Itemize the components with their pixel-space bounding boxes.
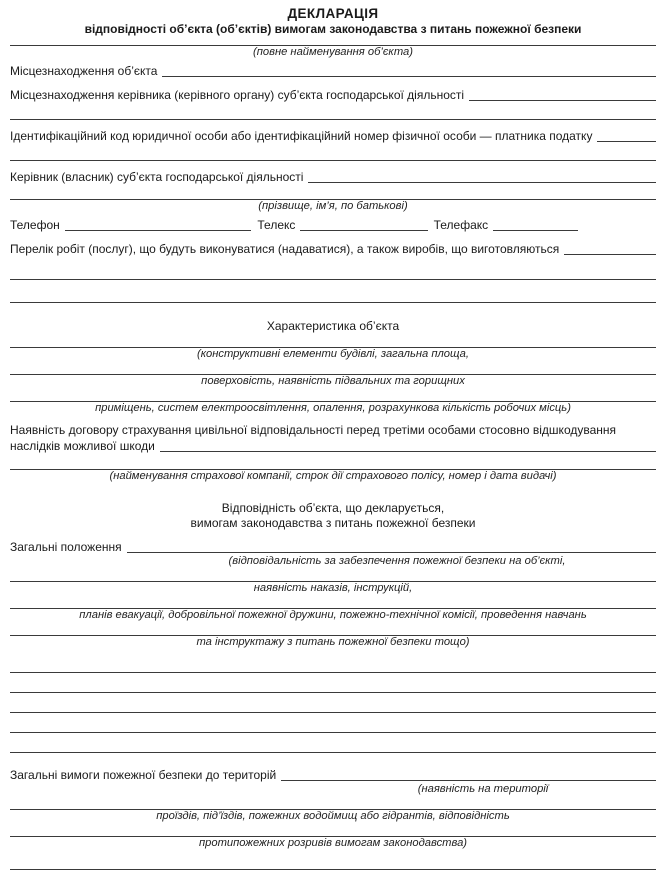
- caption-characteristics-1: (конструктивні елементи будівлі, загальна площа,: [196, 348, 470, 360]
- blank-line: [10, 856, 656, 870]
- caption-territory-3: протипожежних розривів вимогам законодавства): [198, 837, 468, 849]
- blank-line: [10, 454, 656, 470]
- blank-underline: [281, 767, 656, 781]
- blank-line: [10, 653, 656, 673]
- caption-general-3: планів евакуації, добровільної пожежної дружини, пожежно-технічної комісії, проведення навчань: [79, 609, 587, 621]
- label-phone: Телефон: [10, 218, 60, 232]
- blank-underline: [127, 539, 656, 553]
- blank-line: [10, 595, 656, 609]
- blank-line: [10, 823, 656, 837]
- blank-line: [10, 693, 656, 713]
- caption-territory-1: (наявність на території: [417, 783, 549, 795]
- blank-line: [10, 185, 656, 200]
- blank-line: [10, 103, 656, 120]
- blank-line-object-name: [10, 38, 656, 46]
- caption-object-name: (повне найменування об’єкта): [253, 46, 413, 58]
- blank-line: [10, 796, 656, 810]
- blank-underline: [597, 128, 656, 142]
- label-telex: Телекс: [257, 218, 296, 232]
- caption-characteristics-2: поверховість, наявність підвальних та горищних: [201, 375, 465, 387]
- field-contacts: [10, 217, 656, 233]
- caption-head-name: (прізвище, ім’я, по батькові): [258, 200, 408, 212]
- caption-general-1: (відповідальність за забезпечення пожежної безпеки на об’єкті,: [228, 555, 566, 567]
- doc-subtitle: відповідності об’єкта (об’єктів) вимогам законодавства з питань пожежної безпеки: [84, 22, 582, 36]
- blank-line: [10, 673, 656, 693]
- label-territory: Загальні вимоги пожежної безпеки до територій: [10, 768, 277, 782]
- label-insurance-line2: наслідків можливої шкоди: [10, 439, 155, 453]
- label-id-code: Ідентифікаційний код юридичної особи або ідентифікаційний номер фізичної особи — платника податку: [10, 129, 593, 143]
- caption-general-2: наявність наказів, інструкцій,: [253, 582, 413, 594]
- blank-line: [10, 334, 656, 348]
- blank-line: [10, 280, 656, 303]
- blank-underline-phone: [65, 217, 252, 231]
- field-id-code: [10, 128, 656, 144]
- blank-line: [10, 622, 656, 636]
- blank-underline: [469, 87, 656, 101]
- blank-line: [10, 257, 656, 280]
- caption-general-4: та інструктажу з питань пожежної безпеки тощо): [196, 636, 470, 648]
- field-general-provisions: [10, 539, 656, 555]
- section-title-compliance-2: вимогам законодавства з питань пожежної безпеки: [190, 516, 476, 530]
- caption-territory-2: проїздів, під’їздів, пожежних водоймищ або гідрантів, відповідність: [156, 810, 510, 822]
- blank-line: [10, 388, 656, 402]
- label-head-location: Місцезнаходження керівника (керівного органу) суб’єкта господарської діяльності: [10, 88, 465, 102]
- blank-underline-telefax: [493, 217, 578, 231]
- field-insurance: [10, 438, 656, 454]
- field-territory: [10, 767, 656, 783]
- blank-underline: [162, 63, 656, 77]
- caption-insurance: (найменування страхової компанії, строк дії страхового полісу, номер і дата видачі): [109, 470, 557, 482]
- field-head-location: [10, 87, 656, 103]
- field-head: [10, 169, 656, 185]
- label-telefax: Телефакс: [433, 218, 489, 232]
- label-general-provisions: Загальні положення: [10, 540, 122, 554]
- blank-line: [10, 733, 656, 753]
- blank-line: [10, 144, 656, 161]
- label-head: Керівник (власник) суб’єкта господарської діяльності: [10, 170, 304, 184]
- section-title-characteristics: Характеристика об’єкта: [266, 319, 400, 333]
- label-works: Перелік робіт (послуг), що будуть виконуватися (надаватися), а також виробів, що виготовляються: [10, 242, 560, 256]
- field-works: [10, 241, 656, 257]
- label-object-location: Місцезнаходження об’єкта: [10, 64, 158, 78]
- blank-underline: [308, 169, 656, 183]
- blank-underline: [564, 241, 656, 255]
- caption-characteristics-3: приміщень, систем електроосвітлення, опалення, розрахункова кількість робочих місць): [95, 402, 571, 414]
- blank-line: [10, 713, 656, 733]
- blank-line: [10, 361, 656, 375]
- field-object-location: [10, 63, 656, 79]
- blank-underline-telex: [300, 217, 427, 231]
- section-title-compliance-1: Відповідність об’єкта, що декларується,: [221, 501, 445, 515]
- blank-line: [10, 568, 656, 582]
- label-insurance-line1: Наявність договору страхування цивільної відповідальності перед третіми особами стосовно відшкодування: [10, 423, 617, 437]
- blank-underline: [160, 438, 656, 452]
- doc-title: ДЕКЛАРАЦІЯ: [287, 6, 379, 21]
